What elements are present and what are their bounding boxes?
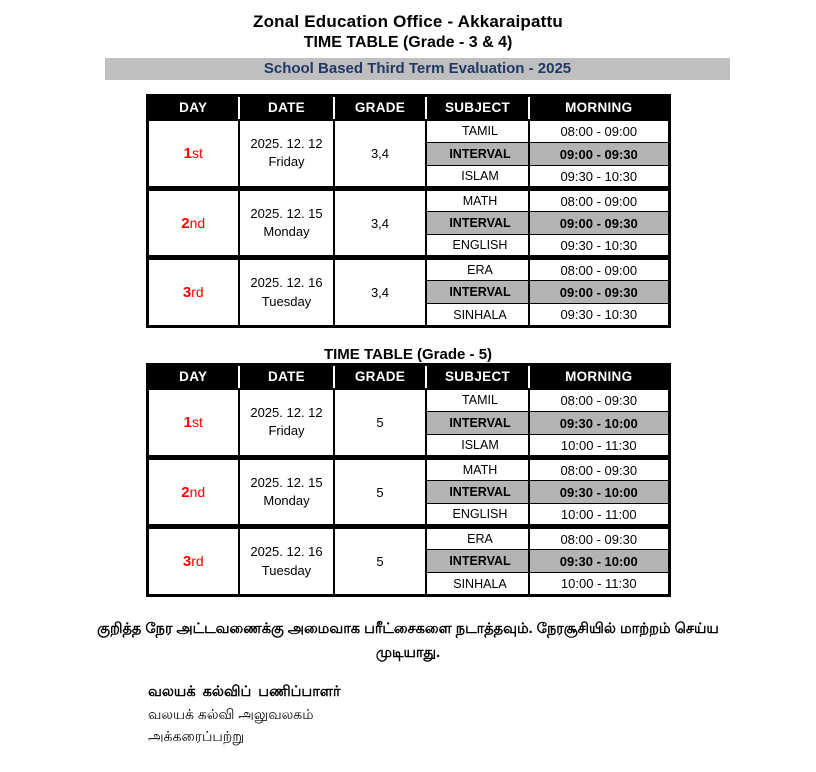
subject-cell: ERA xyxy=(426,527,529,550)
time-cell: 08:00 - 09:30 xyxy=(529,527,669,550)
date-value: 2025. 12. 15 xyxy=(250,205,323,221)
subject-cell: INTERVAL xyxy=(426,143,529,166)
date-cell xyxy=(239,189,334,258)
time-cell: 08:00 - 09:30 xyxy=(529,458,669,481)
day-cell xyxy=(147,389,239,458)
org-title: Zonal Education Office - Akkaraipattu xyxy=(253,12,563,31)
subject-cell: TAMIL xyxy=(426,120,529,143)
subject-cell: INTERVAL xyxy=(426,212,529,235)
date-cell xyxy=(239,527,334,596)
day-suffix: nd xyxy=(189,483,206,500)
grade-cell: 5 xyxy=(334,527,426,596)
table-row xyxy=(147,120,669,143)
signature-location: அக்கரைப்பற்று xyxy=(148,727,245,744)
time-cell: 09:00 - 09:30 xyxy=(529,212,669,235)
date-cell xyxy=(239,120,334,189)
weekday-value: Tuesday xyxy=(261,293,312,309)
day-cell xyxy=(147,258,239,327)
subject-cell: ERA xyxy=(426,258,529,281)
date-cell xyxy=(239,458,334,527)
time-cell: 10:00 - 11:30 xyxy=(529,435,669,458)
grade-cell: 5 xyxy=(334,389,426,458)
time-cell: 08:00 - 09:00 xyxy=(529,258,669,281)
grade-cell: 3,4 xyxy=(334,120,426,189)
table-row xyxy=(147,458,669,481)
timetable-grade34 xyxy=(146,94,671,328)
time-cell: 09:30 - 10:30 xyxy=(529,235,669,258)
grade-cell: 3,4 xyxy=(334,258,426,327)
day-suffix: st xyxy=(191,413,203,430)
time-cell: 10:00 - 11:30 xyxy=(529,573,669,596)
timetable-grade5 xyxy=(146,363,671,597)
time-cell: 09:30 - 10:00 xyxy=(529,412,669,435)
day-suffix: nd xyxy=(189,214,206,231)
subject-cell: SINHALA xyxy=(426,304,529,327)
subject-cell: ENGLISH xyxy=(426,235,529,258)
day-cell xyxy=(147,527,239,596)
time-cell: 09:30 - 10:00 xyxy=(529,550,669,573)
subject-cell: ENGLISH xyxy=(426,504,529,527)
subject-cell: INTERVAL xyxy=(426,550,529,573)
subject-cell: ISLAM xyxy=(426,166,529,189)
day-suffix: rd xyxy=(191,553,204,569)
time-cell: 08:00 - 09:00 xyxy=(529,189,669,212)
table-row xyxy=(147,527,669,550)
table-row xyxy=(147,189,669,212)
date-value: 2025. 12. 12 xyxy=(250,136,323,152)
table-header-row xyxy=(147,96,669,120)
table-row xyxy=(147,389,669,412)
weekday-value: Monday xyxy=(263,493,310,508)
date-value: 2025. 12. 16 xyxy=(250,544,323,560)
subject-cell: MATH xyxy=(426,189,529,212)
day-cell xyxy=(147,120,239,189)
day-ordinal: 1 xyxy=(183,144,192,162)
col-header-day: DAY xyxy=(147,96,239,120)
subject-cell: MATH xyxy=(426,458,529,481)
weekday-value: Monday xyxy=(263,224,310,239)
col-header-grade: GRADE xyxy=(334,365,426,389)
time-cell: 09:00 - 09:30 xyxy=(529,143,669,166)
col-header-morning: MORNING xyxy=(529,365,669,389)
instruction-note: குறித்த நேர அட்டவணைக்கு அமைவாக பரீட்சைகளை நடாத்தவும். நேரசூசியில் மாற்றம் செய்ய முடியாது. xyxy=(97,621,719,661)
subject-cell: TAMIL xyxy=(426,389,529,412)
day-ordinal: 3 xyxy=(182,284,192,301)
timetable-document xyxy=(0,12,816,772)
date-cell xyxy=(239,258,334,327)
day-ordinal: 2 xyxy=(181,483,190,501)
subject-cell: INTERVAL xyxy=(426,481,529,504)
table-header-row xyxy=(147,365,669,389)
time-cell: 08:00 - 09:30 xyxy=(529,389,669,412)
col-header-grade: GRADE xyxy=(334,96,426,120)
doc-title-grade5: TIME TABLE (Grade - 5) xyxy=(323,346,493,363)
weekday-value: Tuesday xyxy=(261,562,312,578)
col-header-subject: SUBJECT xyxy=(426,96,529,120)
table-row xyxy=(147,258,669,281)
time-cell: 09:00 - 09:30 xyxy=(529,281,669,304)
time-cell: 09:30 - 10:30 xyxy=(529,304,669,327)
time-cell: 08:00 - 09:00 xyxy=(529,120,669,143)
day-ordinal: 2 xyxy=(181,214,190,232)
col-header-subject: SUBJECT xyxy=(426,365,529,389)
signature-designation: வலயக் கல்விப் பணிப்பாளர் xyxy=(148,683,341,700)
col-header-date: DATE xyxy=(239,96,334,120)
date-cell xyxy=(239,389,334,458)
weekday-value: Friday xyxy=(268,154,305,170)
doc-title-grade34: TIME TABLE (Grade - 3 & 4) xyxy=(303,34,513,51)
date-value: 2025. 12. 12 xyxy=(250,405,323,421)
day-ordinal: 3 xyxy=(182,553,192,570)
date-value: 2025. 12. 15 xyxy=(250,474,323,490)
time-cell: 10:00 - 11:00 xyxy=(529,504,669,527)
col-header-date: DATE xyxy=(239,365,334,389)
date-value: 2025. 12. 16 xyxy=(250,275,323,291)
day-suffix: rd xyxy=(191,284,204,300)
time-cell: 09:30 - 10:00 xyxy=(529,481,669,504)
day-cell xyxy=(147,189,239,258)
grade-cell: 3,4 xyxy=(334,189,426,258)
col-header-morning: MORNING xyxy=(529,96,669,120)
grade-cell: 5 xyxy=(334,458,426,527)
col-header-day: DAY xyxy=(147,365,239,389)
subject-cell: INTERVAL xyxy=(426,412,529,435)
subject-cell: SINHALA xyxy=(426,573,529,596)
day-suffix: st xyxy=(191,144,203,161)
subject-cell: INTERVAL xyxy=(426,281,529,304)
time-cell: 09:30 - 10:30 xyxy=(529,166,669,189)
evaluation-banner: School Based Third Term Evaluation - 2025 xyxy=(105,58,730,80)
day-cell xyxy=(147,458,239,527)
day-ordinal: 1 xyxy=(183,413,192,431)
signature-office: வலயக் கல்வி அலுவலகம் xyxy=(148,705,314,722)
weekday-value: Friday xyxy=(268,423,305,439)
subject-cell: ISLAM xyxy=(426,435,529,458)
signature-block xyxy=(148,681,816,747)
